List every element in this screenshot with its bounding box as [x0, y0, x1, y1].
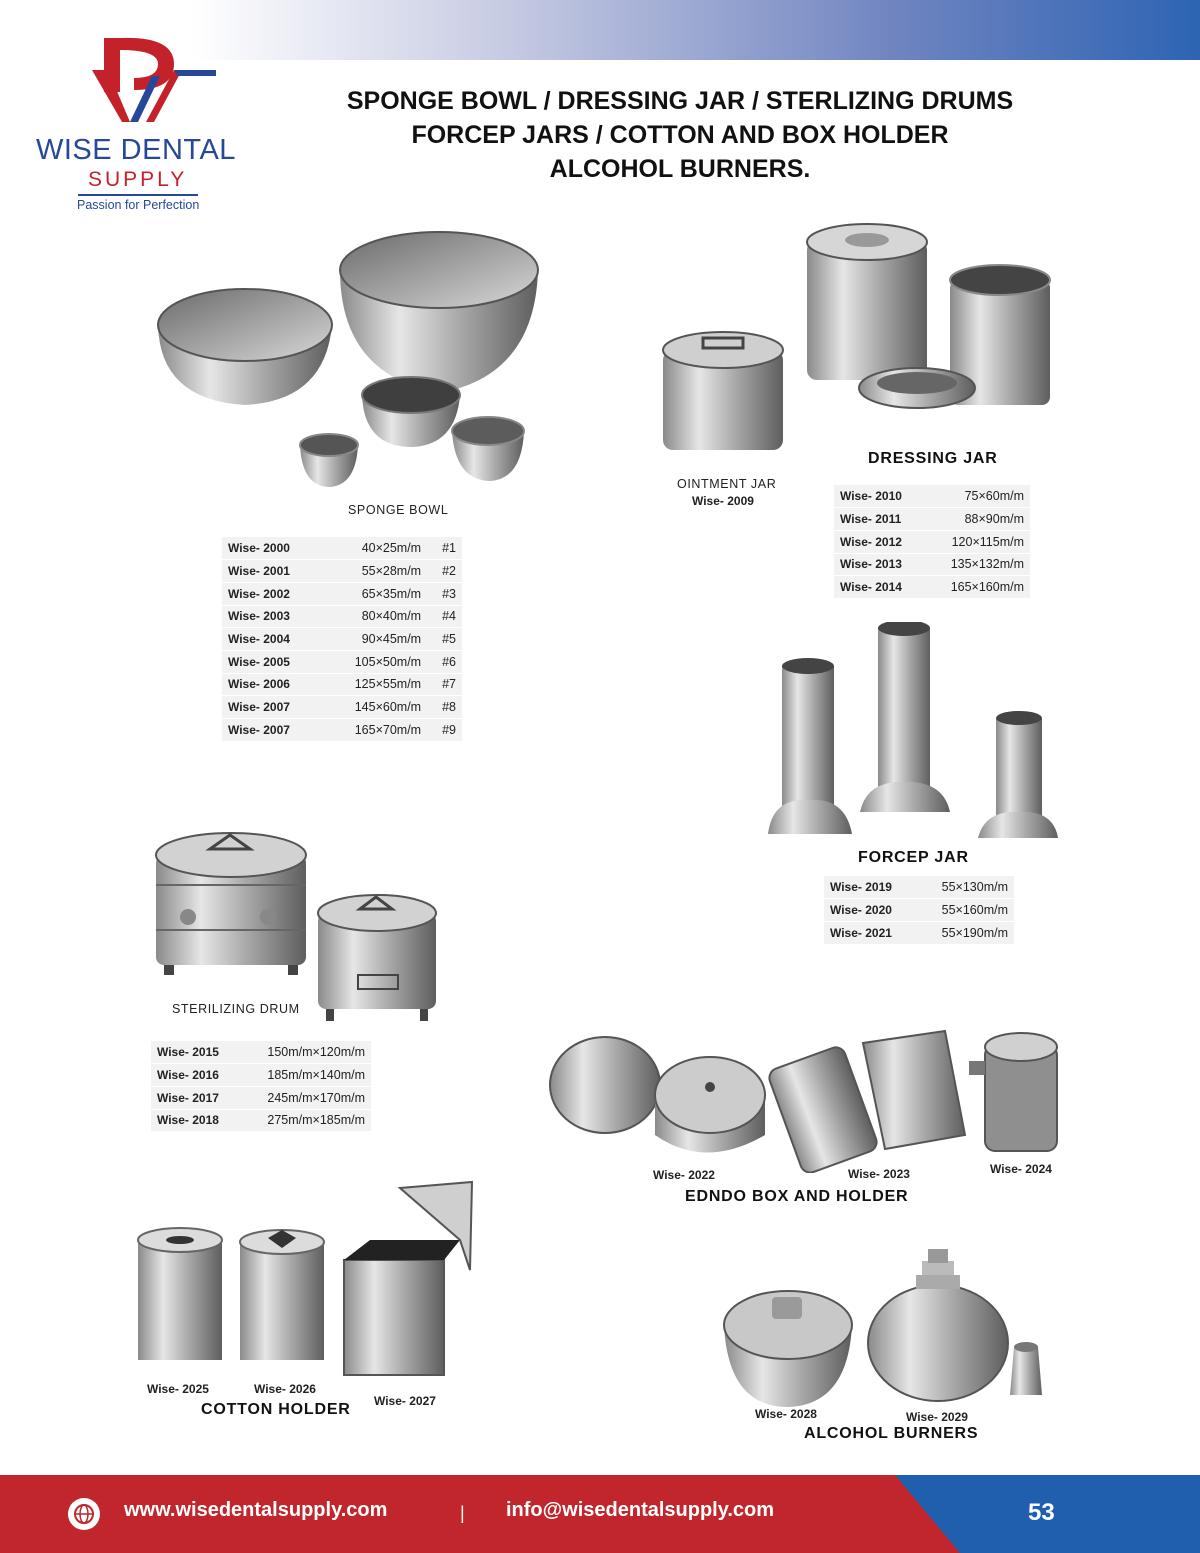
- table-row: Wise- 2016 185m/m×140m/m: [151, 1064, 371, 1087]
- table-row: Wise- 2003 80×40m/m #4: [222, 605, 462, 628]
- table-row: Wise- 2011 88×90m/m: [834, 508, 1030, 531]
- table-row: Wise- 2019 55×130m/m: [824, 876, 1014, 899]
- table-row: Wise- 2006 125×55m/m #7: [222, 673, 462, 696]
- cotton-holder-code: Wise- 2025: [147, 1382, 209, 1396]
- page-title: [280, 84, 1080, 186]
- sponge-bowl-table: [222, 537, 462, 742]
- table-row: Wise- 2010 75×60m/m: [834, 485, 1030, 508]
- cotton-holder-code: Wise- 2027: [374, 1394, 436, 1408]
- table-row: Wise- 2001 55×28m/m #2: [222, 560, 462, 583]
- brand-subname: SUPPLY: [88, 168, 188, 191]
- endo-box-code: Wise- 2023: [848, 1167, 910, 1181]
- cotton-holder-caption: COTTON HOLDER: [201, 1401, 351, 1418]
- sponge-bowl-caption: SPONGE BOWL: [348, 503, 449, 517]
- table-row: Wise- 2000 40×25m/m #1: [222, 537, 462, 560]
- table-row: Wise- 2013 135×132m/m: [834, 553, 1030, 576]
- footer-separator: |: [460, 1503, 465, 1523]
- wise-logo-mark: [86, 30, 226, 130]
- email-link[interactable]: info@wisedentalsupply.com: [506, 1499, 775, 1521]
- table-row: Wise- 2012 120×115m/m: [834, 530, 1030, 553]
- dressing-jar-table: [834, 485, 1030, 599]
- table-row: Wise- 2007 165×70m/m #9: [222, 719, 462, 742]
- header-gradient-band: [190, 0, 1200, 60]
- cotton-holder-code: Wise- 2026: [254, 1382, 316, 1396]
- alcohol-burner-code: Wise- 2028: [755, 1407, 817, 1421]
- endo-box-caption: EDNDO BOX AND HOLDER: [685, 1188, 909, 1205]
- endo-box-code: Wise- 2024: [990, 1162, 1052, 1176]
- table-row: Wise- 2020 55×160m/m: [824, 899, 1014, 922]
- website-link[interactable]: www.wisedentalsupply.com: [124, 1499, 388, 1521]
- table-row: Wise- 2015 150m/m×120m/m: [151, 1041, 371, 1064]
- page-footer: [0, 1475, 1200, 1553]
- ointment-jar-code: Wise- 2009: [692, 494, 754, 508]
- table-row: Wise- 2002 65×35m/m #3: [222, 582, 462, 605]
- table-row: Wise- 2014 165×160m/m: [834, 576, 1030, 599]
- endo-box-image: [545, 1025, 1065, 1173]
- sterilizing-drum-caption: STERILIZING DRUM: [172, 1002, 300, 1016]
- title-line: SPONGE BOWL / DRESSING JAR / STERLIZING DRUMS: [346, 87, 1014, 115]
- alcohol-burner-caption: ALCOHOL BURNERS: [804, 1425, 979, 1442]
- alcohol-burner-code: Wise- 2029: [906, 1410, 968, 1424]
- ointment-jar-caption: OINTMENT JAR: [677, 477, 777, 491]
- title-line: ALCOHOL BURNERS.: [549, 155, 811, 183]
- table-row: Wise- 2007 145×60m/m #8: [222, 696, 462, 719]
- dressing-jar-image: [655, 220, 1055, 470]
- cotton-holder-image: [130, 1180, 480, 1380]
- sponge-bowl-image: [150, 225, 550, 495]
- brand-tagline: Passion for Perfection: [77, 198, 200, 212]
- dressing-jar-caption: DRESSING JAR: [868, 450, 998, 467]
- forcep-jar-image: [760, 622, 1060, 848]
- sterilizing-drum-table: [151, 1041, 371, 1132]
- alcohol-burner-image: [720, 1245, 1065, 1410]
- page-number: 53: [1028, 1499, 1055, 1526]
- endo-box-code: Wise- 2022: [653, 1168, 715, 1182]
- brand-name: WISE DENTAL: [36, 134, 236, 166]
- forcep-jar-caption: FORCEP JAR: [858, 849, 969, 866]
- table-row: Wise- 2021 55×190m/m: [824, 921, 1014, 944]
- brand-logo: [28, 30, 258, 220]
- table-row: Wise- 2005 105×50m/m #6: [222, 650, 462, 673]
- globe-icon: [68, 1498, 100, 1530]
- table-row: Wise- 2004 90×45m/m #5: [222, 628, 462, 651]
- brand-rule: [78, 194, 198, 196]
- table-row: Wise- 2017 245m/m×170m/m: [151, 1086, 371, 1109]
- title-line: FORCEP JARS / COTTON AND BOX HOLDER: [411, 121, 949, 149]
- sterilizing-drum-image: [150, 825, 445, 1025]
- table-row: Wise- 2018 275m/m×185m/m: [151, 1109, 371, 1132]
- forcep-jar-table: [824, 876, 1014, 945]
